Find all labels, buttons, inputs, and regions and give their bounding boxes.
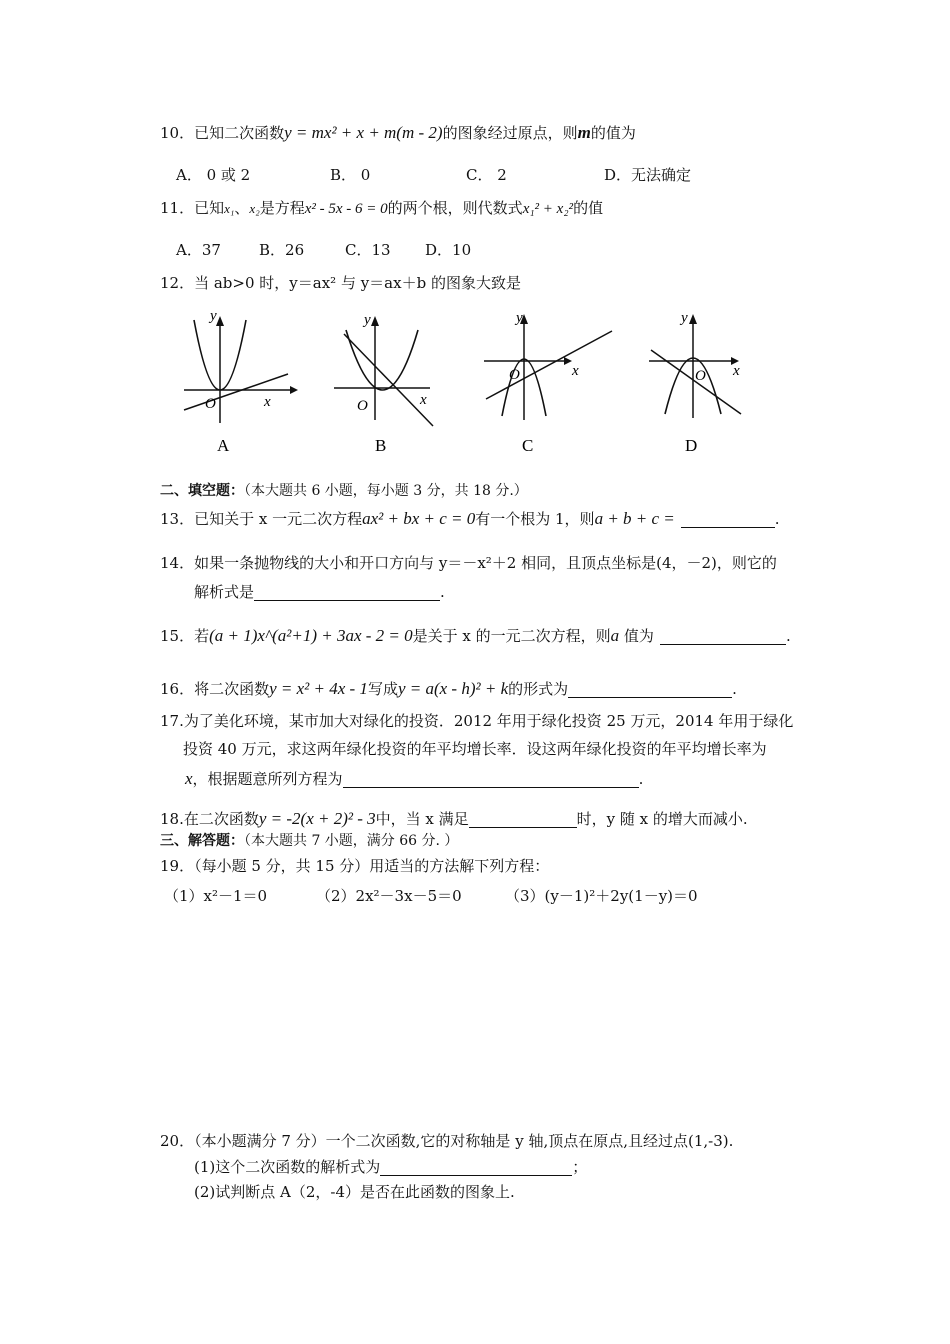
graph-c-x-arrow <box>564 357 572 365</box>
q14-answer-blank[interactable] <box>254 584 440 601</box>
graph-b <box>330 308 450 463</box>
graph-d-origin: O <box>695 368 706 384</box>
graph-c-label: C <box>522 436 534 455</box>
q11-choice-d: D．10 <box>425 241 472 259</box>
graph-c-origin: O <box>509 367 520 383</box>
q16-answer-blank[interactable] <box>568 681 732 698</box>
graph-a-x-label: x <box>264 394 271 410</box>
q17-line2: 投资 40 万元，求这两年绿化投资的年平均增长率．设这两年绿化投资的年平均增长率为 <box>183 740 767 758</box>
graph-a-origin: O <box>205 396 216 412</box>
graph-b-y-arrow <box>371 316 379 326</box>
q19-item-3: （3）(y－1)²＋2y(1－y)＝0 <box>505 887 698 905</box>
graph-d-label: D <box>685 436 698 455</box>
graph-a-label: A <box>217 436 230 455</box>
q16-stem: 16．将二次函数y = x² + 4x - 1写成y = a(x - h)² + k的形式为 . <box>160 679 737 698</box>
q10-choice-d: D．无法确定 <box>604 166 692 184</box>
q19-head: 19．（每小题 5 分，共 15 分）用适当的方法解下列方程： <box>160 857 550 875</box>
q10-choice-c: C． 2 <box>466 166 507 184</box>
q14-line2: 解析式是 . <box>194 583 445 601</box>
q13-answer-blank[interactable] <box>681 511 775 528</box>
q20-part2: (2)试判断点 A（2，-4）是否在此函数的图象上. <box>194 1183 515 1201</box>
q18-answer-blank[interactable] <box>469 811 577 828</box>
q20-part1: (1)这个二次函数的解析式为 ； <box>194 1158 588 1176</box>
q10-choice-a: A． 0 或 2 <box>176 166 251 184</box>
graph-a-y-arrow <box>216 316 224 326</box>
q11-choice-a: A．37 <box>176 241 221 259</box>
graph-b-x-label: x <box>420 392 427 408</box>
q20-head: 20．（本小题满分 7 分）一个二次函数,它的对称轴是 y 轴,顶点在原点,且经过点(1,-3). <box>160 1132 734 1150</box>
section3-heading: 三、解答题：（本大题共 7 小题，满分 66 分. ） <box>160 833 459 849</box>
q17-answer-blank[interactable] <box>343 771 639 788</box>
q15-stem: 15．若(a + 1)x^(a²+1) + 3ax - 2 = 0是关于 x 的一元二次方程，则a 值为 . <box>160 626 791 645</box>
q14-line1: 14．如果一条抛物线的大小和开口方向与 y＝－x²＋2 相同，且顶点坐标是(4，－2)，则它的 <box>160 554 777 572</box>
section2-heading: 二、填空题：（本大题共 6 小题，每小题 3 分，共 18 分.） <box>160 483 528 499</box>
graph-a-y-label: y <box>210 308 217 324</box>
q18-stem: 18.在二次函数y = -2(x + 2)² - 3中，当 x 满足 时，y 随 x 的增大而减小. <box>160 809 748 828</box>
graph-c-line <box>486 331 612 399</box>
graph-d <box>645 308 765 463</box>
q13-stem: 13．已知关于 x 一元二次方程ax² + bx + c = 0有一个根为 1，则a + b + c = . <box>160 509 780 528</box>
q10-formula: y = mx² + x + m(m - 2) <box>284 123 443 142</box>
graph-a <box>180 308 300 463</box>
q17-line1: 17.为了美化环境，某市加大对绿化的投资．2012 年用于绿化投资 25 万元，2014 年用于绿化 <box>160 712 794 730</box>
graph-a-x-arrow <box>290 386 298 394</box>
q19-item-1: （1）x²－1＝0 <box>164 887 268 905</box>
graph-b-parabola <box>346 330 418 390</box>
q10-stem: 10．已知二次函数y = mx² + x + m(m - 2)的图象经过原点，则m的值为 <box>160 123 636 142</box>
graph-b-origin: O <box>357 398 368 414</box>
q19-item-2: （2）2x²－3x－5＝0 <box>316 887 462 905</box>
q11-stem: 11．已知x₁、x₂是方程x² - 5x - 6 = 0的两个根，则代数式x₁² + x₂²的值 <box>160 199 604 217</box>
q12-stem: 12．当 ab>0 时，y＝ax² 与 y＝ax＋b 的图象大致是 <box>160 274 521 292</box>
graph-c-y-label: y <box>516 310 523 326</box>
q10-choice-b: B． 0 <box>330 166 371 184</box>
graph-c <box>480 308 620 463</box>
q11-choice-c: C．13 <box>345 241 391 259</box>
graph-d-x-label: x <box>733 363 740 379</box>
graph-d-y-label: y <box>681 310 688 326</box>
graph-d-y-arrow <box>689 314 697 324</box>
q11-choice-b: B．26 <box>259 241 305 259</box>
graph-c-x-label: x <box>572 363 579 379</box>
graph-b-label: B <box>375 436 387 455</box>
graph-b-y-label: y <box>364 312 371 328</box>
q15-answer-blank[interactable] <box>660 628 786 645</box>
graph-a-line <box>184 374 288 410</box>
q17-line3: x，根据题意所列方程为 . <box>185 769 644 788</box>
q20-answer-blank[interactable] <box>380 1159 572 1176</box>
